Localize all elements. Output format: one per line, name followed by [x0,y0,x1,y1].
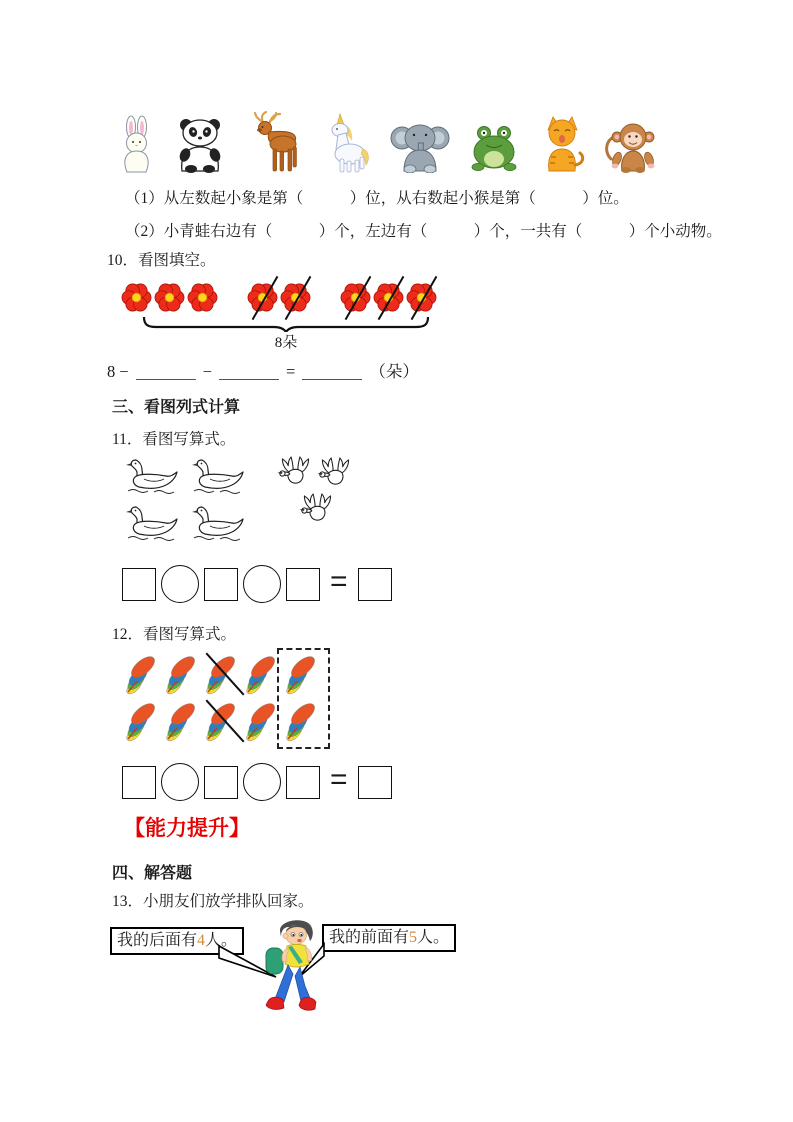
answer-blank[interactable] [136,364,196,380]
section4-heading: 四、解答题 [112,865,193,882]
flower-group [246,282,312,313]
swimming-swan-icon [190,505,256,543]
frog-icon [468,125,520,178]
number-box[interactable] [122,568,156,601]
operator-circle[interactable] [243,565,281,603]
question12-title: 12．看图写算式。 [112,626,237,643]
number-box[interactable] [286,568,320,601]
answer-box[interactable] [358,568,392,601]
feather-icon [164,653,204,695]
bubble-left-number: 4 [197,932,206,949]
equation-lead: 8 − [107,362,129,381]
flower-icon [153,282,186,313]
minus-sign: − [202,362,212,381]
answer-box[interactable] [358,766,392,799]
bubble-right-suffix: 人。 [417,929,450,946]
animal-picture-row [118,96,663,178]
equals-sign: = [286,362,296,381]
elephant-icon [390,119,450,178]
operator-circle[interactable] [161,565,199,603]
flower-icon [339,282,372,313]
section3-heading: 三、看图列式计算 [112,399,241,416]
feather-icon [204,653,244,695]
flower-group [339,282,438,313]
operator-circle[interactable] [161,763,199,801]
swimming-swan-icon [124,505,190,543]
answer-blank[interactable] [219,364,279,380]
unicorn-icon [317,113,371,178]
flying-swan-icon [316,457,354,490]
flying-swans [276,452,366,532]
feather-icon [124,700,164,742]
equation-shape-row-1 [122,565,392,603]
bubble-left-text: 我的后面有 [117,932,198,949]
flower-icon [279,282,312,313]
equation-unit: （朵） [369,362,419,381]
flower-icon [120,282,153,313]
swimming-swans [124,458,256,543]
dashed-selection-box [277,648,330,749]
feather-icon [204,700,244,742]
ability-heading: 【能力提升】 [124,817,250,840]
flower-icon [405,282,438,313]
equation-shape-row-2 [122,763,392,801]
question10-title: 10．看图填空。 [107,252,216,269]
cat-icon [539,115,585,178]
monkey-icon [603,117,663,178]
question10-equation [107,358,419,382]
speech-bubble-right [322,924,456,952]
question13-title: 13．小朋友们放学排队回家。 [112,893,314,910]
flower-icon [372,282,405,313]
flower-row [120,282,438,313]
swimming-swan-icon [190,458,256,496]
equals-sign: = [330,565,348,598]
flying-swan-icon [276,456,314,489]
flower-icon [246,282,279,313]
number-box[interactable] [122,766,156,799]
swimming-swan-icon [124,458,190,496]
flying-swan-icon [298,493,336,526]
answer-blank[interactable] [302,364,362,380]
question9-part1: （1）从左数起小象是第（ ）位，从右数起小猴是第（ ）位。 [125,190,629,207]
boy-icon [258,916,330,1014]
number-box[interactable] [204,766,238,799]
question9-part2: （2）小青蛙右边有（ ）个，左边有（ ）个，一共有（ ）个小动物。 [125,223,722,240]
deer-icon [247,111,299,178]
bubble-left-suffix: 人。 [205,932,238,949]
number-box[interactable] [204,568,238,601]
feather-icon [124,653,164,695]
question11-title: 11．看图写算式。 [112,431,236,448]
feather-icon [164,700,204,742]
operator-circle[interactable] [243,763,281,801]
equals-sign: = [330,763,348,796]
number-box[interactable] [286,766,320,799]
flower-group [120,282,219,313]
brace-label: 8朵 [274,335,298,351]
flower-icon [186,282,219,313]
bubble-right-number: 5 [409,929,418,946]
rabbit-icon [118,115,154,178]
bubble-right-text: 我的前面有 [329,929,410,946]
panda-icon [172,117,228,178]
